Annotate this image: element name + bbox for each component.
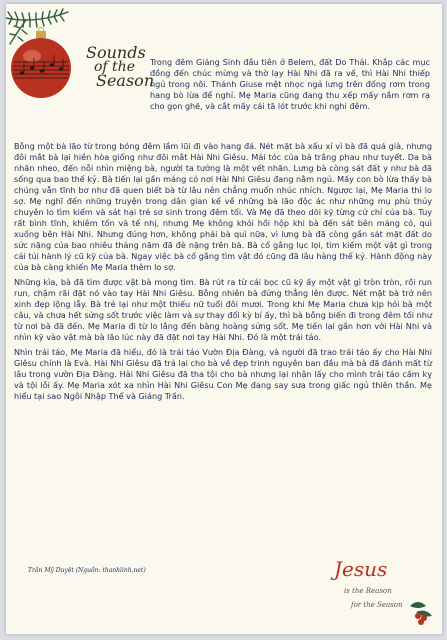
- paragraph-3: Nhìn trái táo, Mẹ Maria đã hiểu, đó là trái táo Vườn Địa Đàng, và người đã trao trái táo ấy cho Hài Nhi Giêsu chính là Evà. Hài Nhi Giêsu đã trả lại cho bà về đẹp trinh nguyên ban đầu mà bà đã đánh mất từ lâu trong vườn Địa Đàng. Hài Nhi Giêsu đã tha tội cho bà nhưng lại nhận lấy cho mình trái táo cấm kỵ và tội lỗi ấy. Mẹ Maria xót xa nhìn Hài Nhi Giêsu Con Mẹ đang say sưa trong giấc ngủ thiên thần. Mẹ hiểu tại sao Ngôi Nhập Thể và Giáng Trần.: [14, 347, 432, 401]
- paragraph-1: Bỗng một bà lão từ trong bóng đêm lầm lũi đi vào hang đá. Nét mặt bà xấu xí vì bà đã quá già, nhưng đôi mắt bà lại hiền hòa giống như đôi mắt Hài Nhi Giêsu. Mái tóc của bà trắng phau như tuyết. Da bà nhăn nheo, đến nỗi nhìn miệng bà, người ta tưởng là một vết nhăn. Lưng bà còng sát đất y như bà đã sống qua bao thế kỷ. Bà tiến lại gần máng cỏ nơi Hài Nhi Giêsu đang nằm ngủ. Mấy con bò lừa thấy bà chúng vẫn tĩnh bơ như đã quen biết bà từ lâu nên chẳng muốn nhúc nhích. Ngược lại, Mẹ Maria thì lo sợ. Mẹ nghĩ đến những truyện trong dân gian kể về những bà lão độc ác như những mụ phù thủy chuyên lo tìm kiếm và sát hại trẻ sơ sinh trong đêm tối. Và Mẹ đã theo dõi kỹ từng cử chỉ của bà. Tuy rất bình tĩnh, khiêm tốn và tế nhị, nhưng Mẹ không khỏi hồi hộp khi bà đến sát bên máng cỏ, quì xuống bên Hài Nhi. Nhưng đúng hơn, không phải bà quì nữa, vì lưng bà đã còng gần sát mặt đất do sức nặng của bao nhiêu tháng năm đã đè nặng trên bà. Bà cố gắng lục lọi, tìm kiếm một vật gì trong cái túi hành lý cũ kỹ của bà. Ngay việc bà cố gắng tìm vật đó cũng đã lâu hàng thế kỷ. Hành động này của bà càng khiến Mẹ Maria thêm lo sợ.: [14, 141, 432, 272]
- title-line-2: of the: [94, 59, 135, 75]
- title-line-1: Sounds: [86, 43, 146, 62]
- article-body: [14, 141, 432, 406]
- page-title: [86, 43, 155, 90]
- document-page: [6, 4, 442, 634]
- intro-paragraph: Trong đêm Giáng Sinh đầu tiên ở Belem, đất Do Thái. Khắp các mục đồng đến chúc mừng và thờ lạy Hài Nhi đã ra về, thì Hài Nhi thiếp ngủ trong nôi. Thánh Giuse mệt nhọc ngả lưng trên đống rơm trong hang bò lừa để nghỉ. Mẹ Maria cũng đang thu xếp mấy nắm rơm rạ cho gọn ghẽ, và cắt mấy cái tã lót trước khi nghỉ đêm.: [150, 57, 430, 111]
- author-signature: Trần Mỹ Duyệt (Nguồn: thanhlinh.net): [28, 567, 146, 574]
- jesus-logo-word: Jesus: [334, 557, 388, 581]
- title-line-3: Season: [96, 71, 155, 90]
- jesus-logo-tagline-2: for the Season: [351, 601, 403, 609]
- jesus-logo-tagline-1: is the Reason: [344, 587, 392, 595]
- paragraph-2: Những kìa, bà đã tìm được vật bà mong tìm. Bà rút ra từ cái bọc cũ kỹ ấy một vật gì tròn tròn, rồi run run, chậm rãi đặt nó vào tay Hài Nhi Giêsu. Bỗng nhiên bà đứng thẳng lên được. Nét mặt bà trở nên xinh đẹp lộng lẫy. Bà trẻ lại như một thiếu nữ tuổi đôi mươi. Trong khi Mẹ Maria chưa kịp hỏi bà một câu, và chưa hết sửng sốt trước việc làm và sự thay đổi kỳ bí ấy, thì bà bỗng biến đi trong đêm tối như từ nơi bà đã đến. Mẹ Maria đi từ lo lắng đến bàng hoàng sửng sốt. Mẹ tiến lại gần hơn với Hài Nhi và nhìn kỹ vào vật mà bà lão lúc này đã đặt nơi tay Hài Nhi. Đó là một trái táo.: [14, 277, 432, 342]
